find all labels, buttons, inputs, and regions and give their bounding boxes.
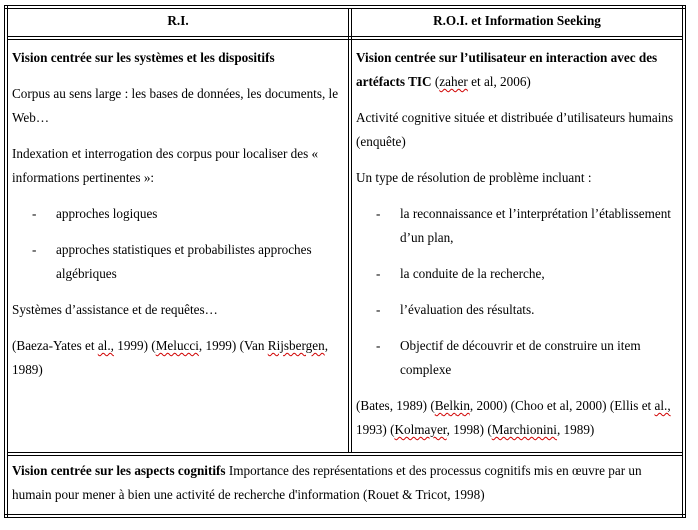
bottom-row [12,459,680,507]
left-indexation: Indexation et interrogation des corpus pour localiser des « informations pertinentes »: [12,146,319,185]
header-roi: R.O.I. et Information Seeking [433,13,601,28]
left-column [12,46,342,394]
list-item: - Objectif de découvrir et de construire un item complexe [376,338,641,377]
left-systemes: Systèmes d’assistance et de requêtes… [12,302,218,317]
right-type: Un type de résolution de problème incluant : [356,170,592,185]
right-references: (Bates, 1989) (Belkin, 2000) (Choo et al, 2000) (Ellis et al., 1993) (Kolmayer, 1998) (Marchionini, 1989) [356,398,671,437]
bottom-text: Importance des représentations et des processus cognitifs mis en œuvre par un humain pour mener à bien une activité de recherche d'information (Rouet & Tricot, 1998) [12,463,642,502]
header-ri: R.I. [167,13,189,28]
list-item: - la conduite de la recherche, [376,266,545,281]
right-column [356,46,678,454]
right-activite: Activité cognitive située et distribuée d’utilisateurs humains (enquête) [356,110,674,149]
list-item: - approches logiques [32,206,158,221]
left-heading: Vision centrée sur les systèmes et les dispositifs [12,50,275,65]
bottom-heading: Vision centrée sur les aspects cognitifs [12,463,226,478]
left-references: (Baeza-Yates et al., 1999) (Melucci, 1999) (Van Rijsbergen, 1989) [12,338,328,377]
list-item: - l’évaluation des résultats. [376,302,535,317]
list-item: - approches statistiques et probabilistes approches algébriques [32,242,312,281]
left-corpus: Corpus au sens large : les bases de données, les documents, le Web… [12,86,339,125]
right-heading: Vision centrée sur l’utilisateur en interaction avec des artéfacts TIC (zaher et al, 2006) [356,50,658,89]
comparison-table [4,5,686,518]
list-item: - la reconnaissance et l’interprétation l’établissement d’un plan, [376,206,671,245]
